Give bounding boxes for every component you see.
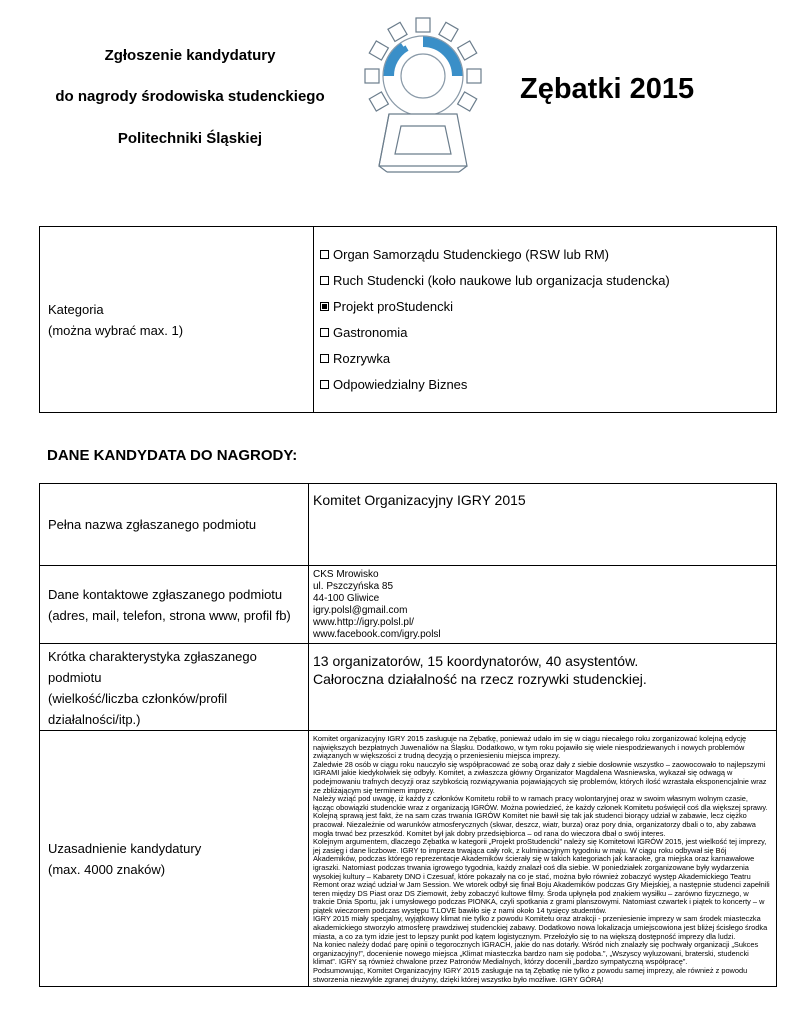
candidate-table bbox=[39, 483, 777, 987]
justification-paragraph: Kolejną sprawą jest fakt, że na sam czas trwania IGRÓW Komitet nie bawił się tak jak studenci biorący udział w zabawie, lecz ciężko pracował. Niezależnie od warunków atmosferycznych (skwar, deszcz, wiatr, burza) oraz pory dnia, organizatorzy dbali o to, aby zabawa mogła trwać bez przeszkód. Komitet był jak dobry przedsiębiorca – od rana do wieczora dbał o swój interes. bbox=[313, 811, 756, 838]
justification-label bbox=[40, 731, 309, 987]
category-option[interactable] bbox=[320, 320, 776, 346]
desc-value-line-1: 13 organizatorów, 15 koordynatorów, 40 asystentów. bbox=[313, 653, 639, 669]
category-option[interactable] bbox=[320, 242, 776, 268]
contact-line: ul. Pszczyńska 85 bbox=[313, 580, 394, 592]
option-label: Ruch Studencki (koło naukowe lub organizacja studencka) bbox=[333, 272, 670, 288]
justification-label-line-1: Uzasadnienie kandydatury bbox=[48, 840, 202, 856]
justification-label-line-2: (max. 4000 znaków) bbox=[48, 861, 166, 877]
gear-trophy-icon bbox=[363, 14, 485, 174]
desc-label-line: działalności/itp.) bbox=[48, 712, 141, 727]
contact-value bbox=[309, 566, 777, 644]
contact-label-line-2: (adres, mail, telefon, strona www, profil fb) bbox=[48, 607, 291, 623]
award-title: Zębatki 2015 bbox=[520, 73, 695, 105]
header-line-2: do nagrody środowiska studenckiego bbox=[55, 88, 325, 105]
category-label-line-2: (można wybrać max. 1) bbox=[48, 322, 184, 338]
contact-line: www.http://igry.polsl.pl/ bbox=[313, 616, 414, 628]
justification-paragraph: Należy wziąć pod uwagę, iż każdy z członków Komitetu robił to w ramach pracy wolontaryjnej oraz w swoim własnym wolnym czasie, łącząc obowiązki studenckie wraz z organizacją IGRÓW. Można powiedzieć, że każdy członek Komitetu poświęcił coś dla większej sprawy. bbox=[313, 794, 768, 812]
checkbox-icon[interactable] bbox=[320, 380, 329, 389]
category-label-line-1: Kategoria bbox=[48, 301, 104, 317]
contact-line: igry.polsl@gmail.com bbox=[313, 604, 408, 616]
desc-value bbox=[309, 644, 777, 731]
justification-paragraph: Kolejnym argumentem, dlaczego Zębatka w kategorii „Projekt proStudencki” należy się Komitetowi IGRÓW 2015, jest wielkość tej imprezy, jej zasięg i dane liczbowe. IGRY to impreza trwająca cały rok, z kulminacyjnym tygodniu w maju. W ciągu roku odbywał się Bój Akademików, podczas którego reprezentacje Akademików ścierały się w takich kategoriach jak karaoke, gra miejska oraz karnawałowe igraszki. Natomiast podczas trwania igrowego tygodnia, każdy znalazł coś dla siebie. W poniedziałek zorganizowane były wydarzenia wysokiej kultury – Kabarety DNO i Czesuaf, które pokazały na co je stać, można było również zobaczyć występ Akademickiego Teatru Remont oraz wziąć udział w Jam Session. We wtorek odbył się finał Boju Akademików podczas Gry Miejskiej, a następnie studenci zapełnili teren między DS Piast oraz DS Ziemowit, żeby zobaczyć kultowe filmy. Środa upłynęła pod znakiem wysiłku – zarówno fizycznego, w trakcie Dnia Sportu, jak i umysłowego podczas PIONKA, czyli spotkania z grami planszowymi. Natomiast czwartek i piątek to koncerty – w piątek wieczorem podczas występu T.LOVE bawiło się z nami około 14 tysięcy studentów. bbox=[313, 837, 770, 915]
name-value: Komitet Organizacyjny IGRY 2015 bbox=[309, 484, 777, 566]
desc-label-line: Krótka charakterystyka zgłaszanego bbox=[48, 649, 257, 664]
option-label: Projekt proStudencki bbox=[333, 298, 453, 314]
name-label: Pełna nazwa zgłaszanego podmiotu bbox=[40, 484, 309, 566]
checkbox-icon[interactable] bbox=[320, 354, 329, 363]
option-label: Gastronomia bbox=[333, 324, 408, 340]
checkbox-icon[interactable] bbox=[320, 276, 329, 285]
desc-label bbox=[40, 644, 309, 731]
justification-paragraph: Podsumowując, Komitet Organizacyjny IGRY 2015 zasługuje na tą Zębatkę nie tylko z powodu samej imprezy, ale również z powodu stworzenia niezwykle zgranej drużyny, dzięki której wszystko było możliwe. IGRY GÓRĄ! bbox=[313, 966, 748, 984]
desc-label-line: podmiotu bbox=[48, 670, 102, 685]
contact-label bbox=[40, 566, 309, 644]
option-label: Odpowiedzialny Biznes bbox=[333, 376, 468, 392]
category-option[interactable] bbox=[320, 372, 776, 398]
justification-paragraph: Zaledwie 28 osób w ciągu roku nauczyło się współpracować ze sobą oraz dały z siebie dosłownie wszystko – zaowocowało to najlepszymi IGRAMI jakie kiedykolwiek się odbyły. Komitet, a zwłaszcza główny Organizator Magdalena Wasniewska, wykazał się odwagą w podejmowaniu trafnych decyzji oraz szybkością rozwiązywania pojawiających się problemów, których ilość wzrastała eksponencjalnie wraz ze zbliżającym się terminem imprezy. bbox=[313, 759, 767, 795]
justification-paragraph: Komitet organizacyjny IGRY 2015 zasługuje na Zębatkę, ponieważ udało im się w ciągu niecałego roku zorganizować kolejną edycję największych bezpłatnych Juwenaliów na Śląsku. Dodatkowo, w tym roku pojawiło się wiele niespodziewanych i nowych problemów związanych w większości z trudną decyzją o przeniesieniu miejsca imprezy. bbox=[313, 734, 747, 761]
justification-paragraph: IGRY 2015 miały specjalny, wyjątkowy klimat nie tylko z powodu Komitetu oraz atrakcji - przeniesienie imprezy w sam środek miasteczka akademickiego stworzyło atmosferę prawdziwej studenckiej zabawy. Dodatkowo nowa lokalizacja umiejscowiona jest bliżej ścisłego środka miasta, a co za tym idzie jest to lepszy punkt pod kątem logistycznym. Przełożyło się to na większą dostępność imprezy dla ludzi. bbox=[313, 914, 768, 941]
category-table bbox=[39, 226, 777, 413]
justification-paragraph: Na koniec należy dodać parę opinii o tegorocznych IGRACH, jakie do nas dotarły. Wśród nich znalazły się pochwały organizacji „Sukces organizacyjny!”, docenienie nowego miejsca „Klimat miasteczka bardzo nam się podoba.”, „Wszyscy wyluzowani, braterski, studencki klimat”. IGRY są również chwalone przez Patronów Medialnych, którzy docenili „bardzo sympatyczną współpracę”. bbox=[313, 940, 759, 967]
contact-line: CKS Mrowisko bbox=[313, 568, 379, 580]
checkbox-icon[interactable] bbox=[320, 328, 329, 337]
option-label: Rozrywka bbox=[333, 350, 391, 366]
category-option[interactable] bbox=[320, 268, 776, 294]
checkbox-checked-icon[interactable] bbox=[320, 302, 329, 311]
desc-value-line-2: Całoroczna działalność na rzecz rozrywki studenckiej. bbox=[313, 671, 647, 687]
category-label bbox=[40, 227, 314, 413]
category-options bbox=[314, 227, 777, 413]
header-line-1: Zgłoszenie kandydatury bbox=[104, 47, 276, 64]
checkbox-icon[interactable] bbox=[320, 250, 329, 259]
desc-label-line: (wielkość/liczba członków/profil bbox=[48, 691, 228, 706]
category-option[interactable] bbox=[320, 346, 776, 372]
contact-label-line-1: Dane kontaktowe zgłaszanego podmiotu bbox=[48, 586, 283, 602]
contact-line: 44-100 Gliwice bbox=[313, 592, 380, 604]
justification-text bbox=[309, 731, 777, 987]
header-line-3: Politechniki Śląskiej bbox=[117, 130, 263, 147]
category-option[interactable] bbox=[320, 294, 776, 320]
contact-line: www.facebook.com/igry.polsl bbox=[313, 628, 441, 640]
option-label: Organ Samorządu Studenckiego (RSW lub RM) bbox=[333, 246, 610, 262]
section-title: DANE KANDYDATA DO NAGRODY: bbox=[47, 447, 298, 464]
